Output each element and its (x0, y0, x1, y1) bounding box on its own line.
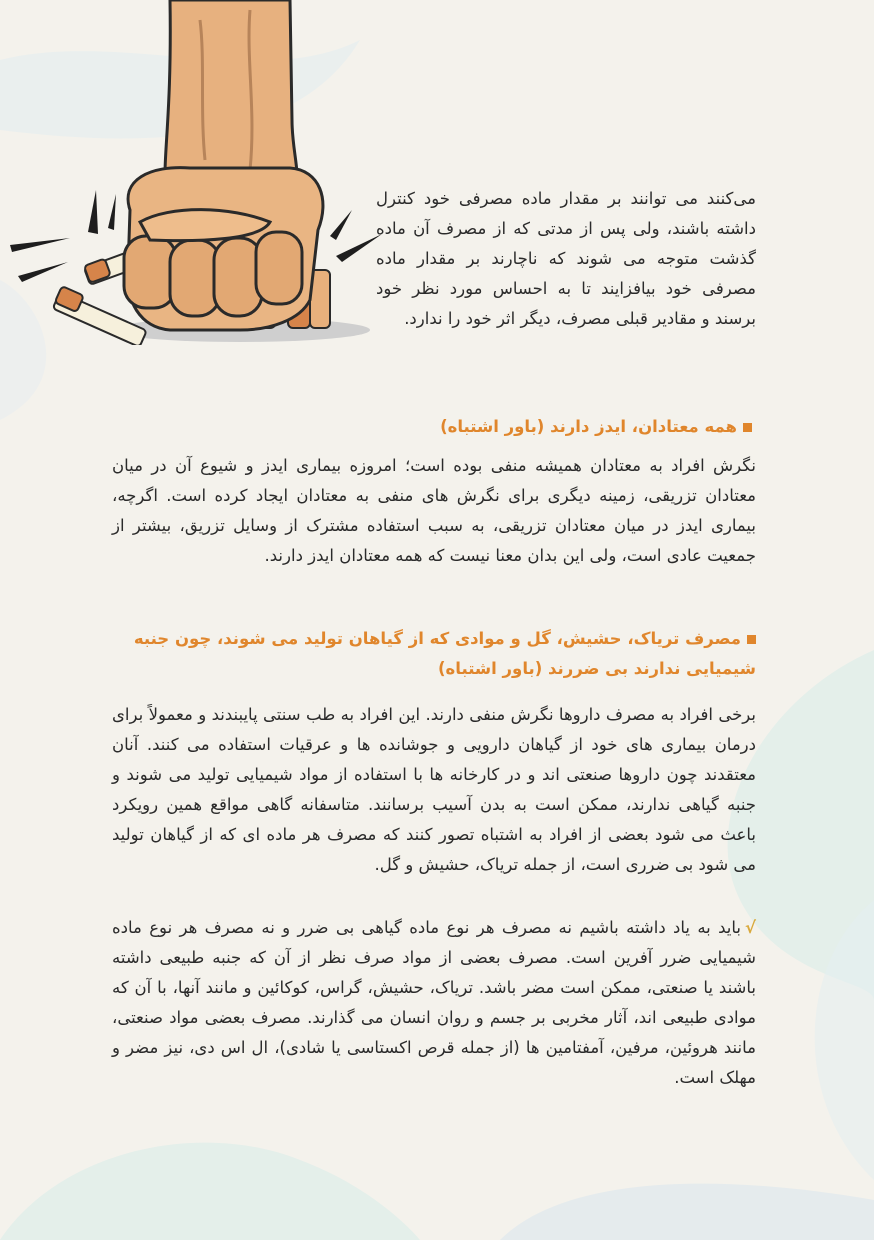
square-bullet-icon (747, 635, 756, 644)
heading-text: همه معتادان، ایدز دارند (باور اشتباه) (440, 417, 737, 436)
heading-text: مصرف تریاک، حشیش، گل و موادی که از گیاهان تولید می شوند، چون جنبه شیمیایی ندارند بی ضررند (باور اشتباه) (133, 629, 756, 678)
intro-paragraph: می‌کنند می توانند بر مقدار ماده مصرفی خود کنترل داشته باشند، ولی پس از مدتی که از مصرف آن ماده گذشت متوجه می شوند که ناچارند بر مقدار ماده مصرفی خود بیافزایند تا به احساس مورد نظر خود برسند و مقادیر قبلی مصرف، دیگر اثر خود را ندارد. (376, 189, 756, 328)
check-mark-icon: √ (744, 918, 756, 937)
section-body-herbal: برخی افراد به مصرف داروها نگرش منفی دارند. این افراد به طب سنتی پایبندند و معمولاً برای درمان بیماری های خود از گیاهان دارویی و جوشانده ها و عرقیات استفاده می کنند. آنان معتقدند چون داروها صنعتی اند و در کارخانه ها با استفاده از مواد شیمیایی تولید می شوند و جنبه گیاهی ندارند، ممکن است به بدن آسیب برسانند. متاسفانه گاهی مواقع همین رویکرد باعث می شود بعضی از افراد به اشتباه تصور کنند که مصرف هر ماده ای که از گیاهان تولید می شود بی ضرری است، از جمله تریاک، حشیش و گل. (112, 705, 756, 874)
section-heading-herbal (112, 624, 756, 684)
section-body-aids: نگرش افراد به معتادان همیشه منفی بوده است؛ امروزه بیماری ایدز و شیوع آن در میان معتادان تزریقی، زمینه دیگری برای نگرش های منفی به معتادان ایجاد کرده است. اگرچه، بیماری ایدز در میان معتادان تزریقی، به سبب استفاده مشترک از وسایل تزریق، بیشتر از جمعیت عادی است، ولی این بدان معنا نیست که همه معتادان ایدز دارند. (112, 456, 756, 565)
section-heading-aids (112, 412, 752, 442)
square-bullet-icon (743, 423, 752, 432)
note-paragraph (112, 913, 756, 1093)
note-text: باید به یاد داشته باشیم نه مصرف هر نوع ماده گیاهی بی ضرر و نه مصرف هر نوع ماده شیمیایی ضرر آفرین است. مصرف بعضی از مواد صرف نظر از آن که جنبه طبیعی داشته باشند یا صنعتی، ممکن است مضر باشد. تریاک، حشیش، گراس، کوکائین و مانند آنها، با آن که موادی طبیعی اند، آثار مخربی بر جسم و روان انسان می گذارند. مصرف بعضی مواد صنعتی، مانند هروئین، مرفین، آمفتامین ها (از جمله قرص اکستاسی یا شادی)، ال اس دی، نیز مضر و مهلک است. (112, 918, 756, 1087)
